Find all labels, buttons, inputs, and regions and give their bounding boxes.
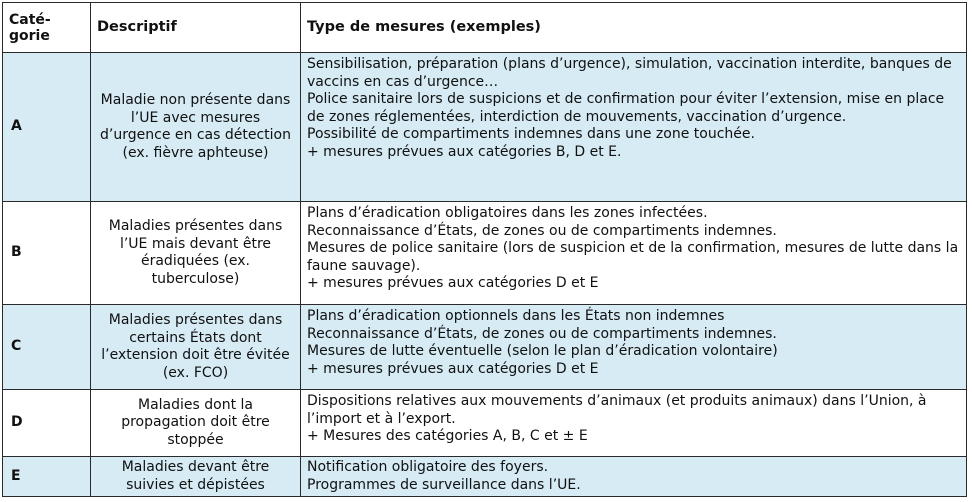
description-cell: Maladies présentes dans certains États dont l’extension doit être évitée (ex. FCO) bbox=[91, 305, 301, 390]
category-cell: D bbox=[3, 390, 91, 457]
measure-line: Mesures de police sanitaire (lors de suspicion et de la confirmation, mesures de lutte dans la faune sauvage). bbox=[307, 240, 959, 274]
measure-line: Plans d’éradication optionnels dans les États non indemnes bbox=[307, 308, 725, 324]
measure-line: Notification obligatoire des foyers. bbox=[307, 459, 549, 475]
measure-line: Police sanitaire lors de suspicions et de confirmation pour éviter l’extension, mise en place de zones réglementées, interdiction de mouvements, vaccination d’urgence. bbox=[307, 91, 945, 125]
header-measures: Type de mesures (exemples) bbox=[301, 3, 967, 53]
table-row-c bbox=[3, 305, 967, 390]
measure-line: Dispositions relatives aux mouvements d’animaux (et produits animaux) dans l’Union, à l’import et à l’export. bbox=[307, 393, 927, 427]
table-row-d bbox=[3, 390, 967, 457]
category-cell: E bbox=[3, 457, 91, 497]
description-cell: Maladies devant être suivies et dépistées bbox=[91, 457, 301, 497]
table-row-b bbox=[3, 202, 967, 305]
measure-line: Plans d’éradication obligatoires dans les zones infectées. bbox=[307, 205, 708, 221]
header-category: Caté- gorie bbox=[3, 3, 91, 53]
category-cell: A bbox=[3, 53, 91, 202]
table-row-a bbox=[3, 53, 967, 202]
measure-line: + Mesures des catégories A, B, C et ± E bbox=[307, 428, 588, 444]
measure-line: Programmes de surveillance dans l’UE. bbox=[307, 476, 581, 493]
measures-cell bbox=[301, 457, 967, 497]
disease-category-table bbox=[2, 2, 967, 497]
measures-cell bbox=[301, 53, 967, 202]
measure-line: Mesures de lutte éventuelle (selon le plan d’éradication volontaire) bbox=[307, 343, 778, 359]
description-cell: Maladie non présente dans l’UE avec mesures d’urgence en cas détection (ex. fièvre aphteuse) bbox=[91, 53, 301, 202]
measure-line: Sensibilisation, préparation (plans d’urgence), simulation, vaccination interdite, banques de vaccins en cas d’urgence… bbox=[307, 56, 952, 90]
measure-line: + mesures prévues aux catégories B, D et E. bbox=[307, 143, 622, 160]
measure-line: + mesures prévues aux catégories D et E bbox=[307, 360, 599, 377]
measures-cell bbox=[301, 202, 967, 305]
measures-cell bbox=[301, 305, 967, 390]
measure-line: + mesures prévues aux catégories D et E bbox=[307, 275, 599, 291]
header-row bbox=[3, 3, 967, 53]
measure-line: Reconnaissance d’États, de zones ou de compartiments indemnes. bbox=[307, 222, 777, 239]
category-cell: B bbox=[3, 202, 91, 305]
table-row-e bbox=[3, 457, 967, 497]
measure-line: Reconnaissance d’États, de zones ou de compartiments indemnes. bbox=[307, 325, 777, 342]
description-cell: Maladies présentes dans l’UE mais devant être éradiquées (ex. tuberculose) bbox=[91, 202, 301, 305]
header-description: Descriptif bbox=[91, 3, 301, 53]
category-cell: C bbox=[3, 305, 91, 390]
description-cell: Maladies dont la propagation doit être stoppée bbox=[91, 390, 301, 457]
measures-cell bbox=[301, 390, 967, 457]
measure-line: Possibilité de compartiments indemnes dans une zone touchée. bbox=[307, 126, 755, 142]
